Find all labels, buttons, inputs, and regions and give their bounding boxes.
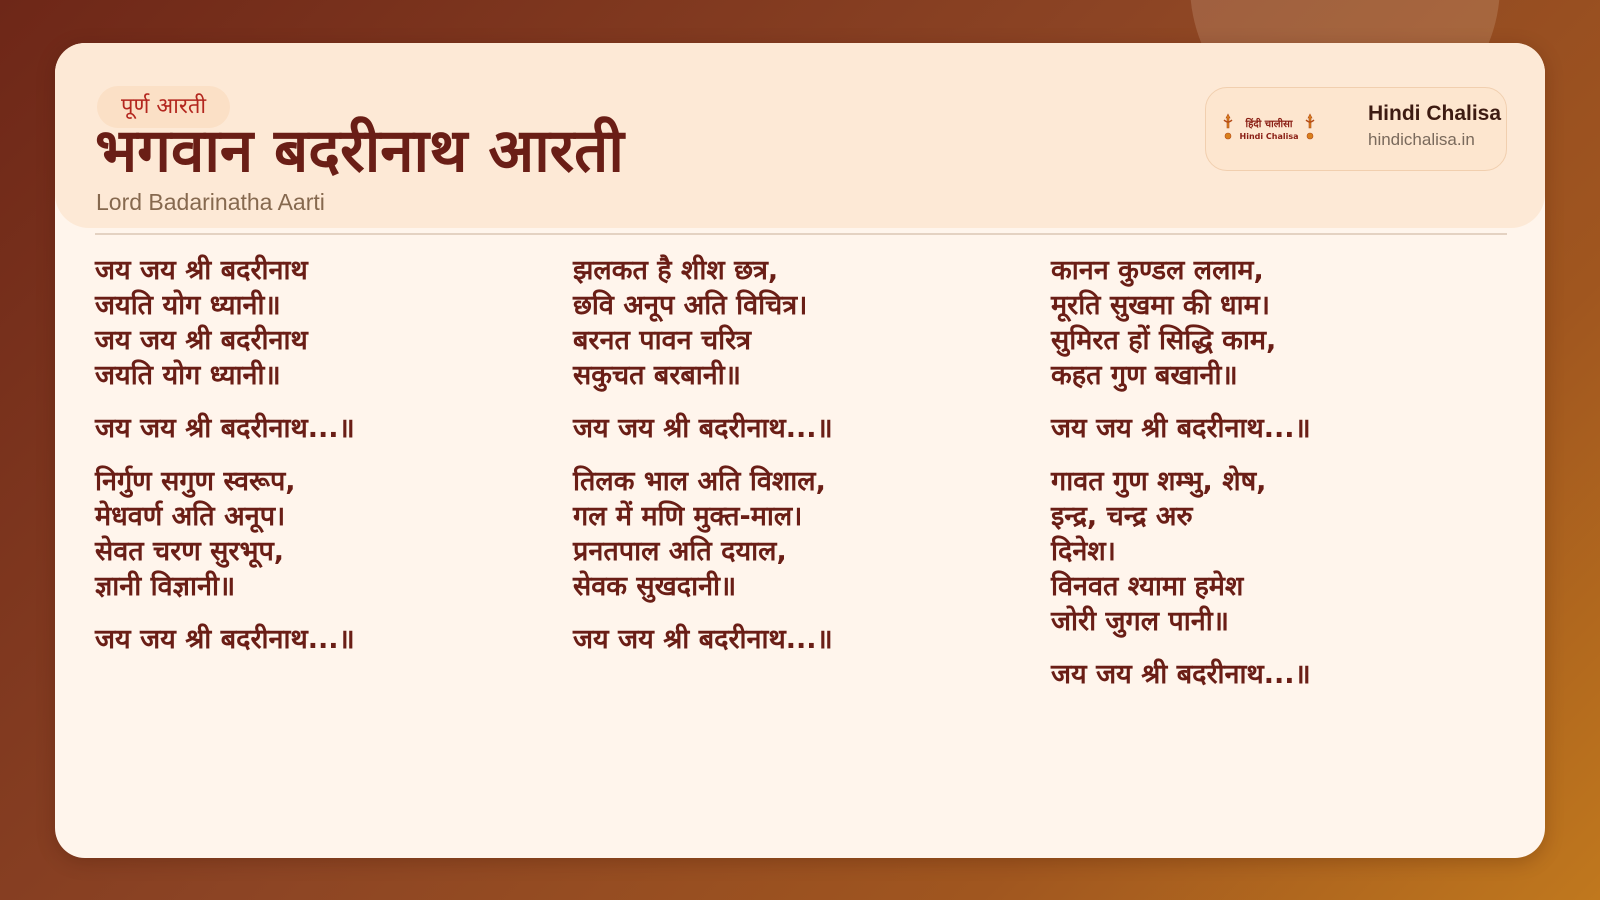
lyrics-column-2 xyxy=(573,253,1033,675)
lyric-line: छवि अनूप अति विचित्र। xyxy=(573,290,808,321)
lyric-line: प्रनतपाल अति दयाल, xyxy=(573,536,787,567)
lyric-line: जय जय श्री बदरीनाथ xyxy=(95,325,308,356)
refrain-stanza xyxy=(95,622,555,657)
lyrics-column-3 xyxy=(1051,253,1511,710)
brand-name: Hindi Chalisa xyxy=(1368,102,1502,125)
lyric-line: सकुचत बरबानी॥ xyxy=(573,360,741,391)
refrain-stanza xyxy=(1051,657,1511,692)
lyric-line: गावत गुण शम्भु, शेष, xyxy=(1051,466,1267,497)
lyric-line: जोरी जुगल पानी॥ xyxy=(1051,606,1229,637)
brand-badge[interactable] xyxy=(1205,87,1507,171)
refrain-stanza xyxy=(1051,411,1511,446)
brand-url[interactable]: hindichalisa.in xyxy=(1368,130,1475,149)
lyric-line: इन्द्र, चन्द्र अरु xyxy=(1051,501,1193,532)
aarti-card xyxy=(55,43,1545,858)
lyric-line: गल में मणि मुक्त-माल। xyxy=(573,501,803,532)
lyric-line: मूरति सुखमा की धाम। xyxy=(1051,290,1270,321)
lyric-line: जय जय श्री बदरीनाथ xyxy=(95,255,308,286)
lyric-line: मेधवर्ण अति अनूप। xyxy=(95,501,286,532)
verse-stanza xyxy=(573,464,1033,604)
lyric-line: जय जय श्री बदरीनाथ...॥ xyxy=(1051,413,1311,444)
category-tag: पूर्ण आरती xyxy=(97,86,230,128)
logo-text-english: Hindi Chalisa xyxy=(1239,132,1299,141)
verse-stanza xyxy=(1051,253,1511,393)
lyric-line: विनवत श्यामा हमेश xyxy=(1051,571,1244,602)
lyric-line: जयति योग ध्यानी॥ xyxy=(95,360,281,391)
lyric-line: बरनत पावन चरित्र xyxy=(573,325,752,356)
lyric-line: झलकत है शीश छत्र, xyxy=(573,255,779,286)
lyric-line: सुमिरत हों सिद्धि काम, xyxy=(1051,325,1277,356)
lyric-line: तिलक भाल अति विशाल, xyxy=(573,466,826,497)
lyrics-column-1 xyxy=(95,253,555,675)
lyric-line: सेवक सुखदानी॥ xyxy=(573,571,737,602)
lyric-line: दिनेश। xyxy=(1051,536,1116,567)
lyric-line: सेवत चरण सुरभूप, xyxy=(95,536,285,567)
verse-stanza xyxy=(95,253,555,393)
lyric-line: जय जय श्री बदरीनाथ...॥ xyxy=(573,624,833,655)
refrain-stanza xyxy=(573,622,1033,657)
header-divider xyxy=(95,233,1507,235)
verse-stanza xyxy=(1051,464,1511,639)
verse-stanza xyxy=(573,253,1033,393)
lyric-line: ज्ञानी विज्ञानी॥ xyxy=(95,571,236,602)
lyric-line: जय जय श्री बदरीनाथ...॥ xyxy=(1051,659,1311,690)
lyric-line: जय जय श्री बदरीनाथ...॥ xyxy=(95,624,355,655)
lyric-line: कानन कुण्डल ललाम, xyxy=(1051,255,1264,286)
hindi-chalisa-logo-icon xyxy=(1222,112,1316,146)
logo-text-hindi: हिंदी चालीसा xyxy=(1245,119,1293,130)
lyric-line: जय जय श्री बदरीनाथ...॥ xyxy=(95,413,355,444)
refrain-stanza xyxy=(573,411,1033,446)
lyric-line: निर्गुण सगुण स्वरूप, xyxy=(95,466,296,497)
verse-stanza xyxy=(95,464,555,604)
lyric-line: कहत गुण बखानी॥ xyxy=(1051,360,1238,391)
page-subtitle: Lord Badarinatha Aarti xyxy=(96,189,325,215)
page-title: भगवान बदरीनाथ आरती xyxy=(95,116,624,186)
refrain-stanza xyxy=(95,411,555,446)
lyrics-columns xyxy=(95,253,1507,843)
lyric-line: जयति योग ध्यानी॥ xyxy=(95,290,281,321)
lyric-line: जय जय श्री बदरीनाथ...॥ xyxy=(573,413,833,444)
